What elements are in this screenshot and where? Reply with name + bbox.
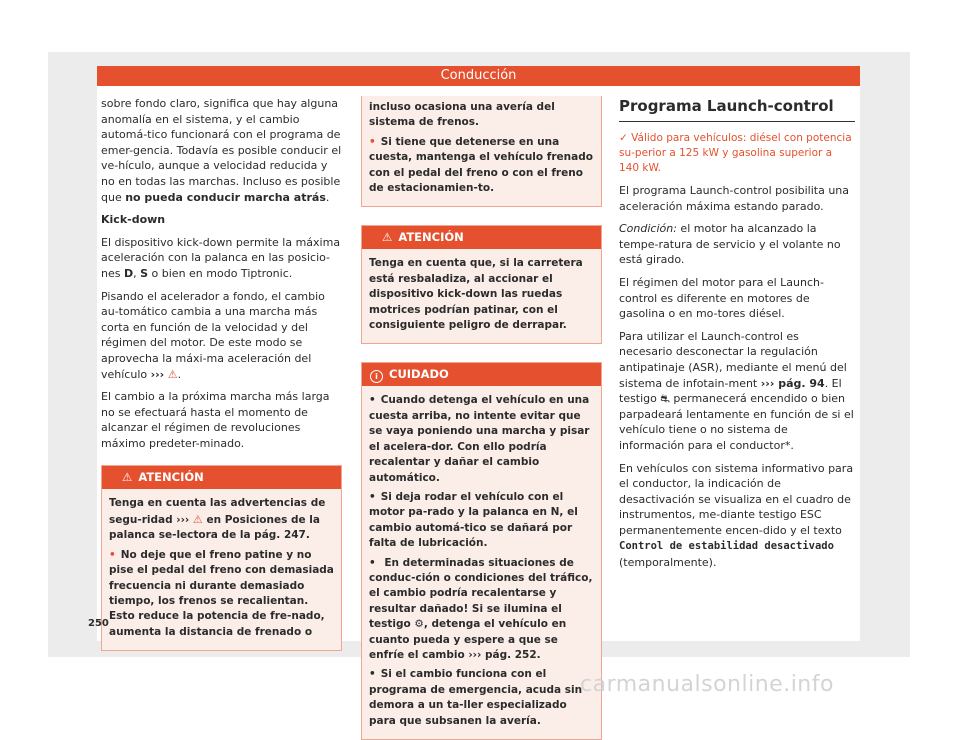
caution-box (361, 362, 602, 740)
info-icon: i (370, 370, 383, 383)
paragraph: El régimen del motor para el Launch-control es diferente en motores de gasolina o en mo-tores diésel. (619, 275, 824, 321)
page-number: 250 (88, 618, 109, 629)
warning-triangle-icon: ⚠ (382, 230, 393, 245)
warning-header: ⚠ ATENCIÓN (102, 466, 341, 489)
caution-header: i CUIDADO (362, 363, 601, 386)
warning-body (102, 489, 341, 650)
validity-note: ✓ Válido para vehículos: diésel con potencia su-perior a 125 kW y gasolina superior a 140 kW. (619, 132, 852, 174)
caution-item: • Cuando detenga el vehículo en una cuesta arriba, no intente evitar que se vaya poniendo una marcha y pisar el acelera-dor. Con ello podría recalentar y dañar el cambio automático. (369, 393, 594, 485)
warning-box (361, 225, 602, 344)
ref-link[interactable]: ››› (760, 376, 775, 390)
caution-item: • Si deja rodar el vehículo con el motor pa-rado y la palanca en N, el cambio automá-tico se dañará por falta de lubricación. (369, 490, 594, 552)
warning-box (101, 465, 342, 651)
warning-triangle-icon: ⚠ (192, 512, 203, 526)
section-title: Programa Launch-control (619, 96, 855, 122)
gearbox-warning-icon: ⚙ (414, 618, 424, 631)
ref-link[interactable]: ››› (468, 648, 482, 661)
paragraph: El programa Launch-control posibilita una aceleración máxima estando parado. (619, 184, 850, 213)
caution-item: • En determinadas situaciones de conduc-ción o condiciones del tráfico, el cambio podría recalentarse y resultar dañado! Si se ilumina el testigo ⚙, detenga el vehículo en cuanto pueda y espere a que se enfríe el cambio ››› pág. 252. (369, 556, 594, 664)
intro-paragraph: sobre fondo claro, significa que hay alguna anomalía en el sistema, y el cambio automá-tico funcionará con el programa de emer-gencia. Todavía es posible conducir el ve-hículo, aunque a velocidad reducida y no en todas las marchas. Incluso es posible que no pueda conducir marcha atrás. (101, 97, 342, 204)
ref-link[interactable]: ››› (150, 367, 165, 381)
upshift-paragraph: El cambio a la próxima marcha más larga no se efectuará hasta el momento de alcanzar el régimen de revoluciones máximo predeter-minado. (101, 390, 330, 450)
warning-item: incluso ocasiona una avería del sistema de frenos. (369, 101, 555, 129)
watermark: carmanualsonline.info (580, 672, 834, 697)
paragraph: Condición: el motor ha alcanzado la tempe-ratura de servicio y el volante no está girado. (619, 222, 841, 267)
column-2 (361, 96, 602, 740)
page-header: Conducción (97, 66, 860, 86)
warning-body (362, 96, 601, 206)
warning-header: ⚠ ATENCIÓN (362, 226, 601, 249)
warning-triangle-icon: ⚠ (167, 367, 178, 381)
warning-box-continued (361, 96, 602, 207)
warning-item: • No deje que el freno patine y no pise el pedal del freno con demasiada frecuencia ni durante demasiado tiempo, los frenos se recalientan. Esto reduce la potencia de fre-nado, aumenta la distancia de frenado o (109, 548, 334, 640)
ref-link[interactable]: ››› (176, 513, 190, 526)
warning-item: • Si tiene que detenerse en una cuesta, mantenga el vehículo frenado con el pedal del freno o con el freno de estacionamien-to. (369, 135, 594, 197)
warning-body (362, 249, 601, 343)
kickdown-detail-paragraph: Pisando el acelerador a fondo, el cambio au-tomático cambia a una marcha más corta en función de la velocidad y del régimen del motor. De este modo se aprovecha la máxi-ma aceleración del vehículo ››› ⚠. (101, 289, 325, 381)
warning-triangle-icon: ⚠ (122, 470, 133, 485)
caution-body (362, 386, 601, 739)
paragraph: Para utilizar el Launch-control es necesario desconectar la regulación antipatinaje (ASR), mediante el menú del sistema de infotain-ment ››› pág. 94. El testigo ⛐ permanecerá encendido o bien parpadeará lentamente en función de si el vehículo tiene o no sistema de información para el conductor*. (619, 329, 854, 452)
warning-item: Tenga en cuenta las advertencias de segu-ridad ››› ⚠ en Posiciones de la palanca se-lectora de la pág. 247. (109, 497, 326, 542)
paragraph: En vehículos con sistema informativo para el conductor, la indicación de desactivación se visualiza en el cuadro de instrumentos, me-diante testigo ESC permanentemente encen-dido y el texto Control de estabilidad desactivado (temporalmente). (619, 461, 854, 570)
checkmark-icon: ✓ (619, 132, 628, 144)
warning-item: Tenga en cuenta que, si la carretera está resbaladiza, al accionar el dispositivo kick-down las ruedas motrices podrían patinar, con el consiguiente peligro de derrapar. (369, 257, 583, 332)
caution-item: • Si el cambio funciona con el programa de emergencia, acuda sin demora a un ta-ller especializado para que subsanen la avería. (369, 667, 594, 729)
column-1 (101, 96, 342, 651)
column-3 (619, 96, 855, 578)
esc-off-icon: ⛐ (660, 392, 670, 406)
kickdown-paragraph: El dispositivo kick-down permite la máxima aceleración con la palanca en las posicio-nes D, S o bien en modo Tiptronic. (101, 235, 341, 280)
kickdown-heading: Kick-down (101, 213, 166, 227)
